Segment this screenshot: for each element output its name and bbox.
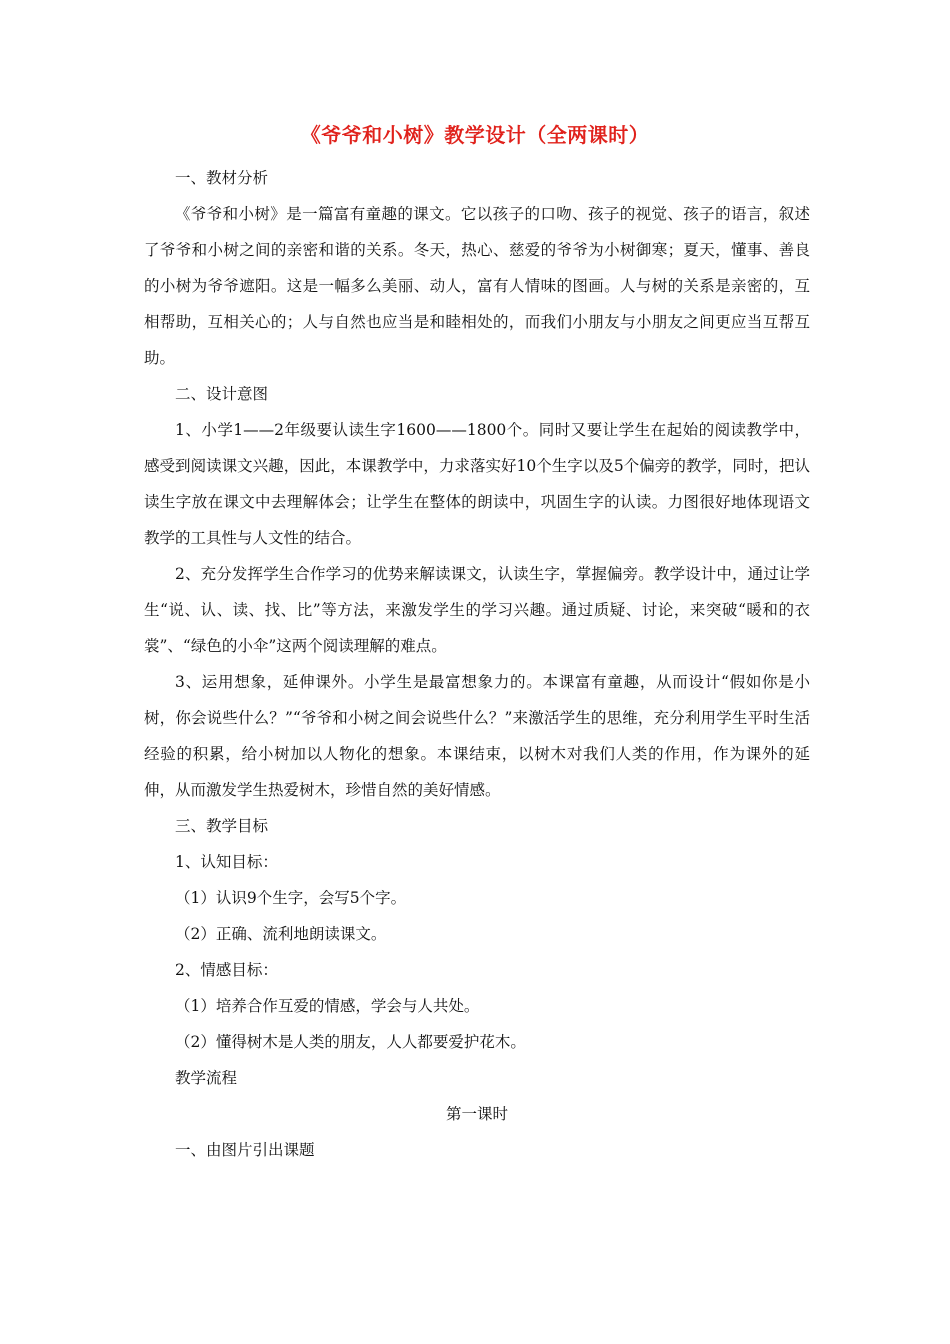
paragraph-intent-2: 2、充分发挥学生合作学习的优势来解读课文，认读生字，掌握偏旁。教学设计中，通过让学生“说、认、读、找、比”等方法，来激发学生的学习兴趣。通过质疑、讨论，来突破“暖和的衣裳”、“绿色的小伞”这两个阅读理解的难点。 [144,565,810,655]
section-heading-goals: 三、教学目标 [175,817,269,835]
goal-cognitive-item-2: （2）正确、流利地朗读课文。 [175,925,387,943]
document-title: 《爷爷和小树》教学设计（全两课时） [300,123,650,147]
paragraph-intent-3: 3、运用想象，延伸课外。小学生是最富想象力的。本课富有童趣，从而设计“假如你是小树，你会说些什么？”“爷爷和小树之间会说些什么？”来激活学生的思维，充分利用学生平时生活经验的积累，给小树加以人物化的想象。本课结束，以树木对我们人类的作用，作为课外的延伸，从而激发学生热爱树木，珍惜自然的美好情感。 [144,673,810,799]
section-heading-intent: 二、设计意图 [175,385,269,403]
section-heading-analysis: 一、教材分析 [175,169,269,187]
document-body [144,160,810,1168]
goal-emotional-item-1: （1）培养合作互爱的情感，学会与人共处。 [175,997,480,1015]
lesson-heading: 第一课时 [445,1105,508,1123]
goal-emotional-heading: 2、情感目标： [175,961,278,979]
goal-cognitive-item-1: （1）认识9个生字，会写5个字。 [175,889,407,907]
step-heading: 一、由图片引出课题 [175,1141,315,1159]
paragraph-analysis: 《爷爷和小树》是一篇富有童趣的课文。它以孩子的口吻、孩子的视觉、孩子的语言，叙述了爷爷和小树之间的亲密和谐的关系。冬天，热心、慈爱的爷爷为小树御寒；夏天，懂事、善良的小树为爷爷遮阳。这是一幅多么美丽、动人，富有人情味的图画。人与树的关系是亲密的，互相帮助，互相关心的；人与自然也应当是和睦相处的，而我们小朋友与小朋友之间更应当互帮互助。 [144,205,810,367]
goal-cognitive-heading: 1、认知目标： [175,853,278,871]
goal-emotional-item-2: （2）懂得树木是人类的朋友，人人都要爱护花木。 [175,1033,526,1051]
process-heading: 教学流程 [175,1069,238,1087]
paragraph-intent-1: 1、小学1——2年级要认读生字1600——1800个。同时又要让学生在起始的阅读教学中，感受到阅读课文兴趣，因此，本课教学中，力求落实好10个生字以及5个偏旁的教学，同时，把认读生字放在课文中去理解体会；让学生在整体的朗读中，巩固生字的认读。力图很好地体现语文教学的工具性与人文性的结合。 [144,421,810,547]
